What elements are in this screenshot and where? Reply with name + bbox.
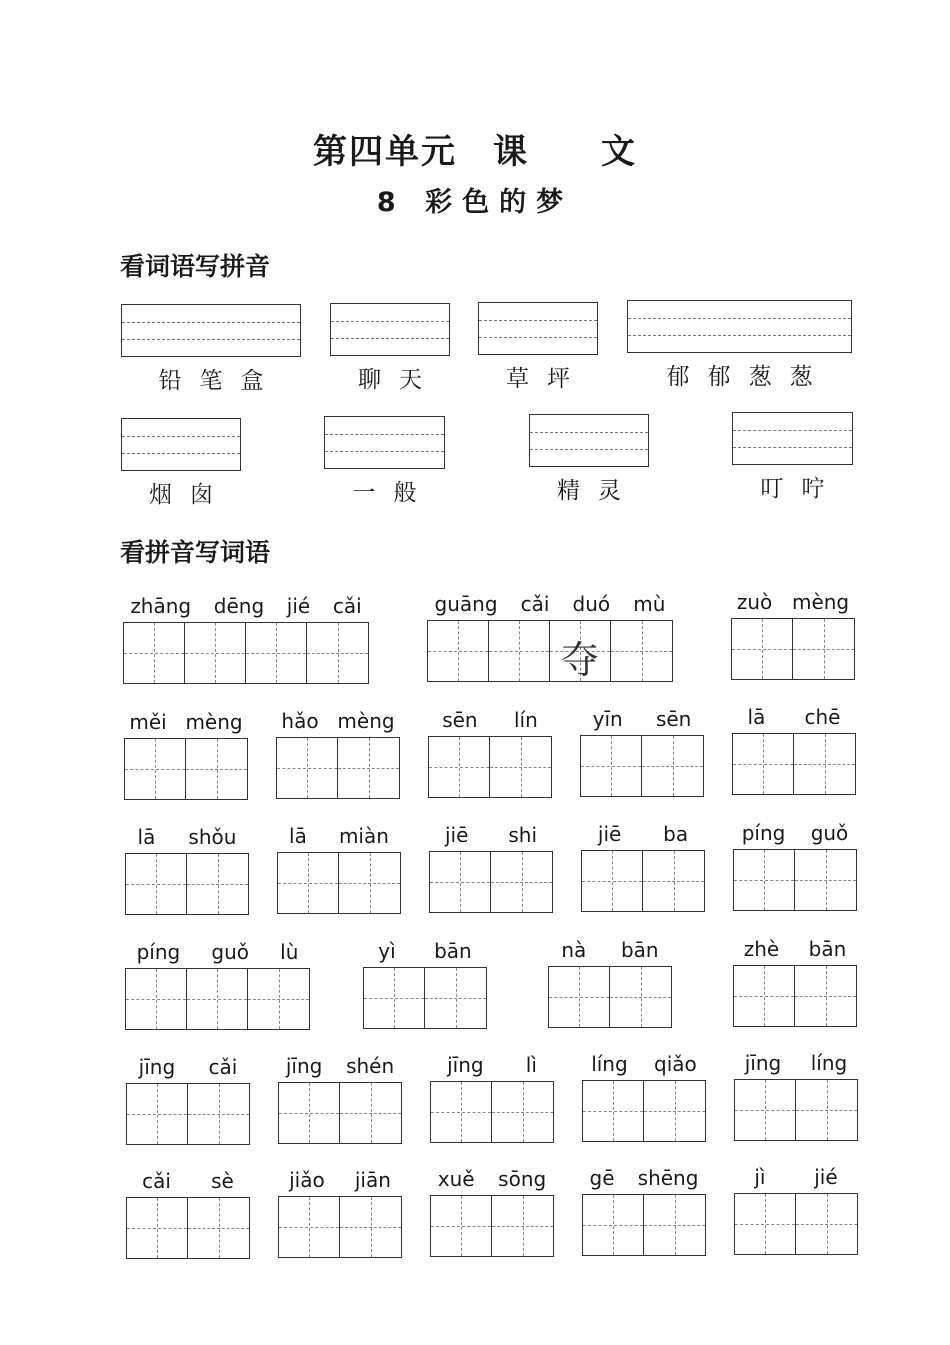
pinyin-syllable: lì: [525, 1053, 537, 1077]
character-grid: [734, 1079, 858, 1141]
character-cell[interactable]: [582, 851, 643, 911]
pinyin-prompt: [121, 940, 314, 964]
pinyin-prompt: [578, 1052, 710, 1076]
character-grid: [732, 733, 856, 795]
character-cell[interactable]: [277, 738, 338, 798]
pinyin-syllable: xuě: [437, 1167, 475, 1191]
character-grid: [125, 968, 310, 1030]
character-cell[interactable]: [732, 619, 793, 679]
character-cell[interactable]: [643, 851, 704, 911]
character-cell[interactable]: [340, 1083, 401, 1143]
pinyin-syllable: cǎi: [142, 1169, 171, 1193]
pinyin-syllable: cǎi: [332, 594, 362, 618]
character-cell[interactable]: [340, 1197, 401, 1257]
pinyin-syllable: yīn: [592, 707, 623, 731]
section-heading-pinyin-to-words: 看拼音写词语: [120, 538, 271, 567]
pinyin-syllable: lā: [137, 825, 156, 849]
pinyin-syllable: píng: [741, 821, 786, 845]
pinyin-answer-box[interactable]: [478, 302, 598, 355]
character-cell[interactable]: [491, 852, 552, 912]
pinyin-syllable: guāng: [434, 592, 498, 616]
pinyin-prompt: [577, 822, 709, 846]
character-grid: [582, 1080, 706, 1142]
pinyin-syllable: hǎo: [281, 709, 319, 733]
character-cell[interactable]: [492, 1082, 553, 1142]
pinyin-syllable: lín: [513, 708, 538, 732]
pinyin-syllable: mèng: [337, 709, 395, 733]
character-grid: [126, 1083, 250, 1145]
pinyin-prompt: [122, 1169, 254, 1193]
example-character: 夺: [560, 638, 599, 682]
character-grid: [124, 738, 248, 800]
pinyin-syllable: sè: [211, 1169, 234, 1193]
character-cell[interactable]: [492, 1196, 553, 1256]
character-cell[interactable]: [126, 854, 187, 914]
pinyin-syllable: shi: [508, 823, 537, 847]
character-grid: [430, 1195, 554, 1257]
pinyin-syllable: shēng: [637, 1166, 699, 1190]
pinyin-syllable: mèng: [185, 710, 243, 734]
character-cell[interactable]: [186, 739, 247, 799]
character-grid: [363, 967, 487, 1029]
chinese-word: 一般: [352, 480, 435, 506]
pinyin-syllable: bān: [620, 938, 659, 962]
character-cell[interactable]: [489, 621, 550, 681]
pinyin-syllable: jié: [814, 1165, 838, 1189]
pinyin-answer-box[interactable]: [121, 304, 301, 357]
pinyin-syllable: shén: [346, 1054, 395, 1078]
pinyin-prompt: [424, 708, 556, 732]
character-cell[interactable]: [338, 738, 399, 798]
pinyin-answer-box[interactable]: [121, 418, 241, 471]
character-grid: [427, 620, 673, 682]
character-cell[interactable]: [187, 854, 248, 914]
character-cell[interactable]: [127, 1084, 188, 1144]
character-cell[interactable]: [796, 1080, 857, 1140]
pinyin-syllable: jiē: [597, 822, 622, 846]
character-grid: [548, 966, 672, 1028]
pinyin-syllable: bān: [808, 937, 847, 961]
pinyin-syllable: zuò: [736, 590, 773, 614]
character-cell[interactable]: [733, 734, 794, 794]
character-cell[interactable]: [126, 969, 187, 1029]
pinyin-syllable: yì: [378, 939, 396, 963]
character-cell[interactable]: [431, 1082, 492, 1142]
character-cell[interactable]: [278, 853, 339, 913]
lesson-title: 8 彩色的梦: [376, 187, 574, 218]
pinyin-prompt: [274, 1168, 406, 1192]
pinyin-prompt: [729, 821, 861, 845]
section-heading-words-to-pinyin: 看词语写拼音: [120, 252, 271, 281]
character-cell[interactable]: [735, 1194, 796, 1254]
character-grid: [733, 849, 857, 911]
pinyin-syllable: cǎi: [520, 592, 550, 616]
pinyin-syllable: zhè: [743, 937, 780, 961]
character-cell[interactable]: [279, 1083, 340, 1143]
chinese-word: 精灵: [557, 478, 639, 504]
pinyin-answer-box[interactable]: [732, 412, 853, 465]
character-cell[interactable]: [795, 966, 856, 1026]
chinese-word: 烟囱: [149, 482, 231, 508]
character-cell[interactable]: [188, 1084, 249, 1144]
pinyin-syllable: jiǎo: [289, 1168, 325, 1192]
pinyin-syllable: mèng: [791, 590, 850, 614]
pinyin-prompt: [730, 1165, 862, 1189]
pinyin-syllable: chē: [804, 705, 841, 729]
character-cell[interactable]: [610, 967, 671, 1027]
character-cell[interactable]: [583, 1195, 644, 1255]
character-grid: [582, 1194, 706, 1256]
pinyin-syllable: sēn: [655, 707, 692, 731]
pinyin-syllable: zhāng: [130, 594, 192, 618]
pinyin-syllable: měi: [129, 710, 167, 734]
character-cell[interactable]: [796, 1194, 857, 1254]
character-cell[interactable]: [246, 623, 307, 683]
pinyin-prompt: [576, 707, 708, 731]
pinyin-answer-box[interactable]: [627, 300, 852, 353]
pinyin-prompt: [122, 1055, 254, 1079]
character-cell[interactable]: [550, 621, 611, 681]
character-cell[interactable]: [431, 1196, 492, 1256]
pinyin-answer-box[interactable]: [324, 416, 445, 469]
pinyin-syllable: dēng: [213, 594, 265, 618]
pinyin-prompt: [727, 590, 859, 614]
pinyin-syllable: nà: [561, 938, 587, 962]
pinyin-prompt: [544, 938, 676, 962]
pinyin-prompt: [728, 705, 860, 729]
pinyin-syllable: jīng: [285, 1054, 323, 1078]
pinyin-syllable: líng: [810, 1051, 848, 1075]
pinyin-syllable: jié: [286, 594, 311, 618]
pinyin-prompt: [730, 1051, 862, 1075]
character-cell[interactable]: [644, 1195, 705, 1255]
pinyin-syllable: jì: [754, 1165, 766, 1189]
chinese-word: 草坪: [506, 366, 588, 392]
character-grid: [731, 618, 855, 680]
character-cell[interactable]: [428, 621, 489, 681]
character-grid: [429, 851, 553, 913]
pinyin-syllable: bān: [434, 939, 472, 963]
pinyin-syllable: jīng: [447, 1053, 484, 1077]
pinyin-syllable: jīng: [138, 1055, 176, 1079]
pinyin-prompt: [729, 937, 861, 961]
character-cell[interactable]: [430, 852, 491, 912]
pinyin-syllable: lā: [289, 824, 307, 848]
pinyin-prompt: [121, 825, 253, 849]
character-cell[interactable]: [425, 968, 486, 1028]
character-grid: [277, 852, 401, 914]
pinyin-syllable: jiē: [444, 823, 469, 847]
character-cell[interactable]: [429, 737, 490, 797]
character-grid: [734, 1193, 858, 1255]
character-cell[interactable]: [644, 1081, 705, 1141]
pinyin-syllable: sēn: [442, 708, 478, 732]
pinyin-syllable: shǒu: [188, 825, 237, 849]
page-title: 第四单元 课 文: [313, 132, 637, 172]
character-cell[interactable]: [188, 1198, 249, 1258]
character-cell[interactable]: [185, 623, 246, 683]
pinyin-prompt: [359, 939, 491, 963]
pinyin-prompt: [426, 1167, 558, 1191]
pinyin-prompt: [272, 709, 404, 733]
chinese-word: 聊天: [358, 367, 440, 393]
pinyin-syllable: píng: [136, 940, 181, 964]
pinyin-syllable: guǒ: [810, 821, 849, 845]
character-cell[interactable]: [734, 966, 795, 1026]
character-grid: [125, 853, 249, 915]
pinyin-syllable: mù: [633, 592, 666, 616]
pinyin-syllable: qiǎo: [654, 1052, 697, 1076]
character-grid: [126, 1197, 250, 1259]
character-cell[interactable]: [581, 736, 642, 796]
character-cell[interactable]: [307, 623, 368, 683]
character-cell[interactable]: [794, 734, 855, 794]
character-grid: [428, 736, 552, 798]
character-grid: [581, 850, 705, 912]
pinyin-syllable: gē: [589, 1166, 615, 1190]
pinyin-syllable: ba: [663, 822, 689, 846]
pinyin-syllable: guǒ: [211, 940, 249, 964]
character-cell[interactable]: [735, 1080, 796, 1140]
pinyin-syllable: cǎi: [208, 1055, 238, 1079]
pinyin-prompt: [578, 1166, 710, 1190]
pinyin-syllable: duó: [572, 592, 611, 616]
pinyin-syllable: jiān: [354, 1168, 391, 1192]
character-cell[interactable]: [279, 1197, 340, 1257]
character-grid: [733, 965, 857, 1027]
chinese-word: 叮咛: [760, 476, 843, 502]
pinyin-prompt: [426, 1053, 558, 1077]
pinyin-prompt: [119, 594, 373, 618]
character-cell[interactable]: [734, 850, 795, 910]
character-cell[interactable]: [248, 969, 309, 1029]
character-cell[interactable]: [490, 737, 551, 797]
character-grid: [276, 737, 400, 799]
character-cell[interactable]: [127, 1198, 188, 1258]
character-grid: [580, 735, 704, 797]
pinyin-prompt: [120, 710, 252, 734]
character-grid: [430, 1081, 554, 1143]
character-cell[interactable]: [187, 969, 248, 1029]
pinyin-syllable: jīng: [744, 1051, 782, 1075]
character-cell[interactable]: [339, 853, 400, 913]
pinyin-syllable: lā: [747, 705, 766, 729]
pinyin-answer-box[interactable]: [330, 303, 450, 356]
character-cell[interactable]: [583, 1081, 644, 1141]
chinese-word: 铅笔盒: [158, 368, 282, 394]
pinyin-syllable: miàn: [338, 824, 389, 848]
character-cell[interactable]: [793, 619, 854, 679]
character-cell[interactable]: [642, 736, 703, 796]
character-cell[interactable]: [124, 623, 185, 683]
character-grid: [123, 622, 369, 684]
character-cell[interactable]: [549, 967, 610, 1027]
pinyin-prompt: [423, 592, 677, 616]
pinyin-syllable: líng: [591, 1052, 628, 1076]
character-cell[interactable]: [364, 968, 425, 1028]
pinyin-prompt: [425, 823, 557, 847]
character-cell[interactable]: [125, 739, 186, 799]
pinyin-prompt: [273, 824, 405, 848]
character-grid: [278, 1082, 402, 1144]
chinese-word: 郁郁葱葱: [666, 364, 831, 390]
pinyin-syllable: lù: [280, 940, 299, 964]
character-cell[interactable]: [611, 621, 672, 681]
character-cell[interactable]: [795, 850, 856, 910]
pinyin-syllable: sōng: [498, 1167, 547, 1191]
pinyin-prompt: [274, 1054, 406, 1078]
character-grid: [278, 1196, 402, 1258]
pinyin-answer-box[interactable]: [529, 414, 649, 467]
